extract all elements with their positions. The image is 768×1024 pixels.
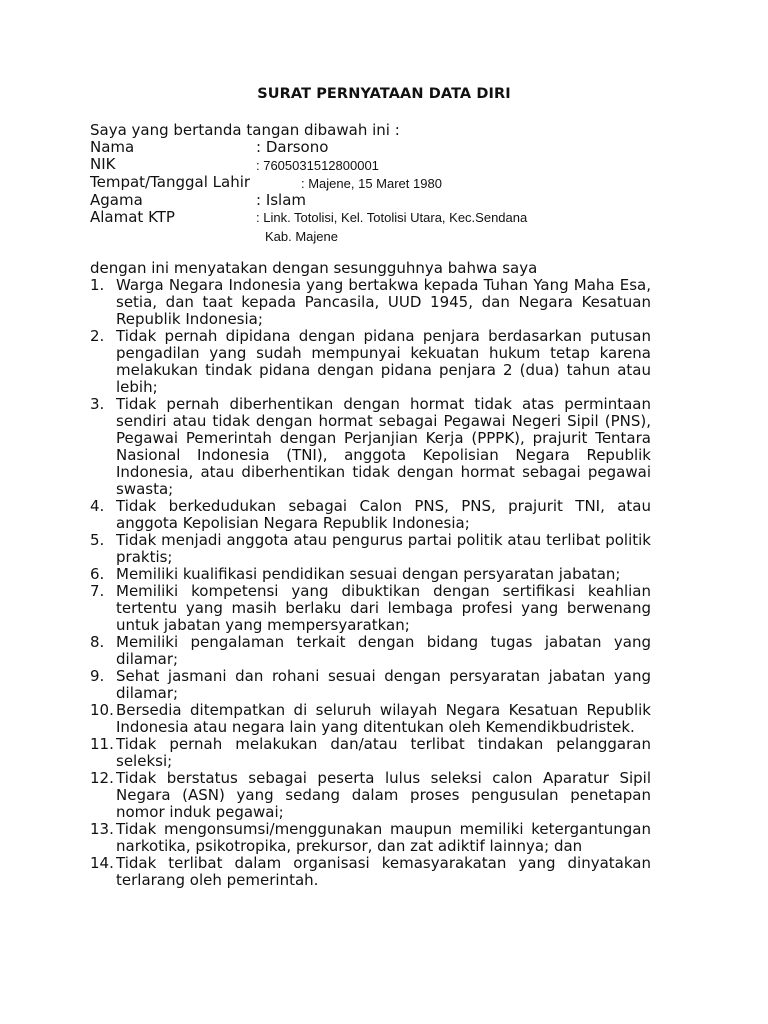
- address-value-line1: : Link. Totolisi, Kel. Totolisi Utara, Kec.Sendana: [256, 210, 528, 225]
- list-item: [90, 396, 651, 498]
- statement-list: [90, 277, 651, 889]
- list-item-number: 6.: [90, 565, 105, 583]
- list-item-number: 11.: [90, 735, 114, 753]
- list-item-number: 1.: [90, 276, 105, 294]
- list-item-number: 3.: [90, 395, 105, 413]
- list-item-text: Tidak mengonsumsi/menggunakan maupun memiliki ketergantungan narkotika, psikotropika, prekursor, dan zat adiktif lainnya; dan: [116, 820, 651, 855]
- list-item: [90, 702, 651, 736]
- list-item-number: 13.: [90, 820, 114, 838]
- list-item-text: Bersedia ditempatkan di seluruh wilayah Negara Kesatuan Republik Indonesia atau negara lain yang ditentukan oleh Kemendikbudristek.: [116, 701, 651, 736]
- list-item-text: Tidak pernah melakukan dan/atau terlibat tindakan pelanggaran seleksi;: [116, 735, 651, 770]
- list-item: [90, 736, 651, 770]
- religion-label: Agama: [90, 191, 143, 209]
- list-item: [90, 328, 651, 396]
- list-item: [90, 770, 651, 821]
- address-value-line2: Kab. Majene: [265, 229, 338, 244]
- list-item-text: Memiliki kompetensi yang dibuktikan dengan sertifikasi keahlian tertentu yang masih berlaku dari lembaga profesi yang berwenang untuk jabatan yang mempersyaratkan;: [116, 582, 651, 634]
- list-item: [90, 566, 651, 583]
- list-item-text: Tidak menjadi anggota atau pengurus partai politik atau terlibat politik praktis;: [116, 531, 651, 566]
- list-item-text: Memiliki pengalaman terkait dengan bidang tugas jabatan yang dilamar;: [116, 633, 651, 668]
- list-item-text: Tidak berkedudukan sebagai Calon PNS, PNS, prajurit TNI, atau anggota Kepolisian Negara Republik Indonesia;: [116, 497, 651, 532]
- list-item-number: 12.: [90, 769, 114, 787]
- list-item-number: 10.: [90, 701, 114, 719]
- list-item: [90, 668, 651, 702]
- list-item: [90, 583, 651, 634]
- list-item-text: Tidak terlibat dalam organisasi kemasyarakatan yang dinyatakan terlarang oleh pemerintah.: [116, 854, 651, 889]
- list-item-number: 7.: [90, 582, 105, 600]
- list-item: [90, 855, 651, 889]
- list-item-text: Tidak pernah diberhentikan dengan hormat tidak atas permintaan sendiri atau tidak dengan hormat sebagai Pegawai Negeri Sipil (PNS), Pegawai Pemerintah dengan Perjanjian Kerja (PPPK), prajurit Tentara Nasional Indonesia (TNI), anggota Kepolisian Negara Republik Indonesia, atau diberhentikan tidak dengan hormat sebagai pegawai swasta;: [116, 395, 651, 498]
- list-item: [90, 821, 651, 855]
- list-item-number: 4.: [90, 497, 105, 515]
- list-item-text: Tidak berstatus sebagai peserta lulus seleksi calon Aparatur Sipil Negara (ASN) yang sedang dalam proses pengusulan penetapan nomor induk pegawai;: [116, 769, 651, 821]
- list-item-number: 14.: [90, 854, 114, 872]
- intro-text: Saya yang bertanda tangan dibawah ini :: [90, 121, 400, 139]
- list-item-text: Memiliki kualifikasi pendidikan sesuai dengan persyaratan jabatan;: [116, 565, 621, 583]
- birth-label: Tempat/Tanggal Lahir: [90, 173, 251, 191]
- address-label: Alamat KTP: [90, 208, 175, 226]
- list-item: [90, 532, 651, 566]
- list-item-number: 8.: [90, 633, 105, 651]
- document-title: SURAT PERNYATAAN DATA DIRI: [257, 86, 511, 102]
- list-item: [90, 498, 651, 532]
- name-label: Nama: [90, 138, 135, 156]
- list-item: [90, 277, 651, 328]
- name-value: : Darsono: [256, 138, 329, 156]
- religion-value: : Islam: [256, 191, 307, 209]
- list-item-text: Tidak pernah dipidana dengan pidana penjara berdasarkan putusan pengadilan yang sudah mempunyai kekuatan hukum tetap karena melakukan tindak pidana dengan pidana penjara 2 (dua) tahun atau lebih;: [116, 327, 651, 396]
- declaration-intro: dengan ini menyatakan dengan sesungguhnya bahwa saya: [90, 259, 538, 277]
- list-item-number: 9.: [90, 667, 105, 685]
- list-item-text: Sehat jasmani dan rohani sesuai dengan persyaratan jabatan yang dilamar;: [116, 667, 651, 702]
- birth-value: : Majene, 15 Maret 1980: [301, 176, 442, 191]
- list-item-number: 2.: [90, 327, 105, 345]
- nik-label: NIK: [90, 155, 116, 173]
- list-item-text: Warga Negara Indonesia yang bertakwa kepada Tuhan Yang Maha Esa, setia, dan taat kepada Pancasila, UUD 1945, dan Negara Kesatuan Republik Indonesia;: [116, 276, 651, 328]
- nik-value: : 7605031512800001: [256, 158, 379, 173]
- list-item-number: 5.: [90, 531, 105, 549]
- list-item: [90, 634, 651, 668]
